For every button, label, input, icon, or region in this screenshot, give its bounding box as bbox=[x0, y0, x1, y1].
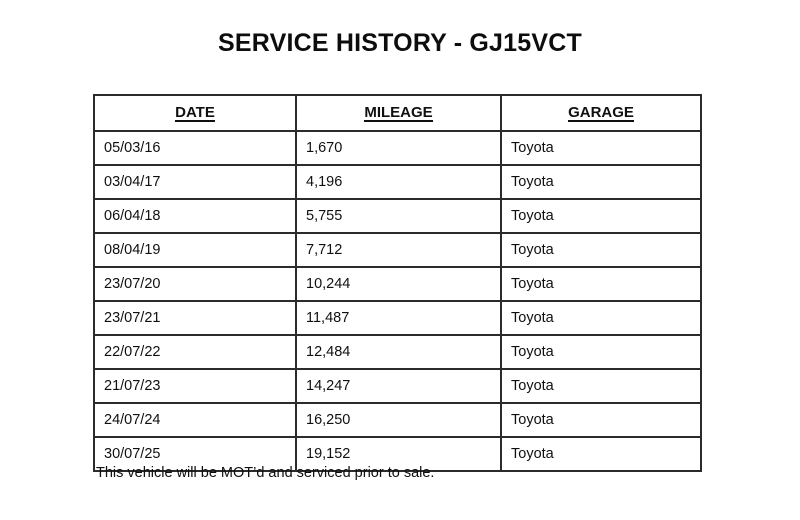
column-header-mileage-label: MILEAGE bbox=[364, 103, 433, 121]
cell-garage: Toyota bbox=[501, 165, 701, 199]
cell-mileage: 14,247 bbox=[296, 369, 501, 403]
table-header-row bbox=[94, 95, 701, 131]
column-header-date-label: DATE bbox=[175, 103, 215, 121]
table-row bbox=[94, 131, 701, 165]
cell-date: 23/07/20 bbox=[94, 267, 296, 301]
table-body bbox=[94, 131, 701, 471]
cell-garage: Toyota bbox=[501, 369, 701, 403]
cell-garage: Toyota bbox=[501, 131, 701, 165]
column-header-garage bbox=[501, 95, 701, 131]
cell-garage: Toyota bbox=[501, 437, 701, 471]
cell-mileage: 16,250 bbox=[296, 403, 501, 437]
table-row bbox=[94, 403, 701, 437]
cell-mileage: 11,487 bbox=[296, 301, 501, 335]
table-header bbox=[94, 95, 701, 131]
table-row bbox=[94, 301, 701, 335]
page-title: SERVICE HISTORY - GJ15VCT bbox=[218, 29, 582, 57]
cell-date: 30/07/25 bbox=[94, 437, 296, 471]
cell-mileage: 4,196 bbox=[296, 165, 501, 199]
column-header-garage-label: GARAGE bbox=[568, 103, 634, 121]
cell-garage: Toyota bbox=[501, 267, 701, 301]
column-header-mileage bbox=[296, 95, 501, 131]
table-row bbox=[94, 369, 701, 403]
table-row bbox=[94, 165, 701, 199]
cell-mileage: 1,670 bbox=[296, 131, 501, 165]
cell-date: 05/03/16 bbox=[94, 131, 296, 165]
cell-garage: Toyota bbox=[501, 233, 701, 267]
cell-garage: Toyota bbox=[501, 301, 701, 335]
footer-note: This vehicle will be MOT’d and serviced prior to sale. bbox=[96, 465, 435, 481]
cell-date: 21/07/23 bbox=[94, 369, 296, 403]
cell-mileage: 7,712 bbox=[296, 233, 501, 267]
column-header-date bbox=[94, 95, 296, 131]
cell-date: 24/07/24 bbox=[94, 403, 296, 437]
cell-mileage: 19,152 bbox=[296, 437, 501, 471]
service-history-table bbox=[93, 94, 702, 472]
cell-mileage: 10,244 bbox=[296, 267, 501, 301]
cell-date: 23/07/21 bbox=[94, 301, 296, 335]
cell-date: 22/07/22 bbox=[94, 335, 296, 369]
table-row bbox=[94, 335, 701, 369]
cell-garage: Toyota bbox=[501, 335, 701, 369]
cell-mileage: 5,755 bbox=[296, 199, 501, 233]
cell-date: 08/04/19 bbox=[94, 233, 296, 267]
cell-date: 03/04/17 bbox=[94, 165, 296, 199]
cell-garage: Toyota bbox=[501, 403, 701, 437]
table-row bbox=[94, 199, 701, 233]
table-row bbox=[94, 267, 701, 301]
cell-garage: Toyota bbox=[501, 199, 701, 233]
cell-mileage: 12,484 bbox=[296, 335, 501, 369]
cell-date: 06/04/18 bbox=[94, 199, 296, 233]
table-row bbox=[94, 233, 701, 267]
